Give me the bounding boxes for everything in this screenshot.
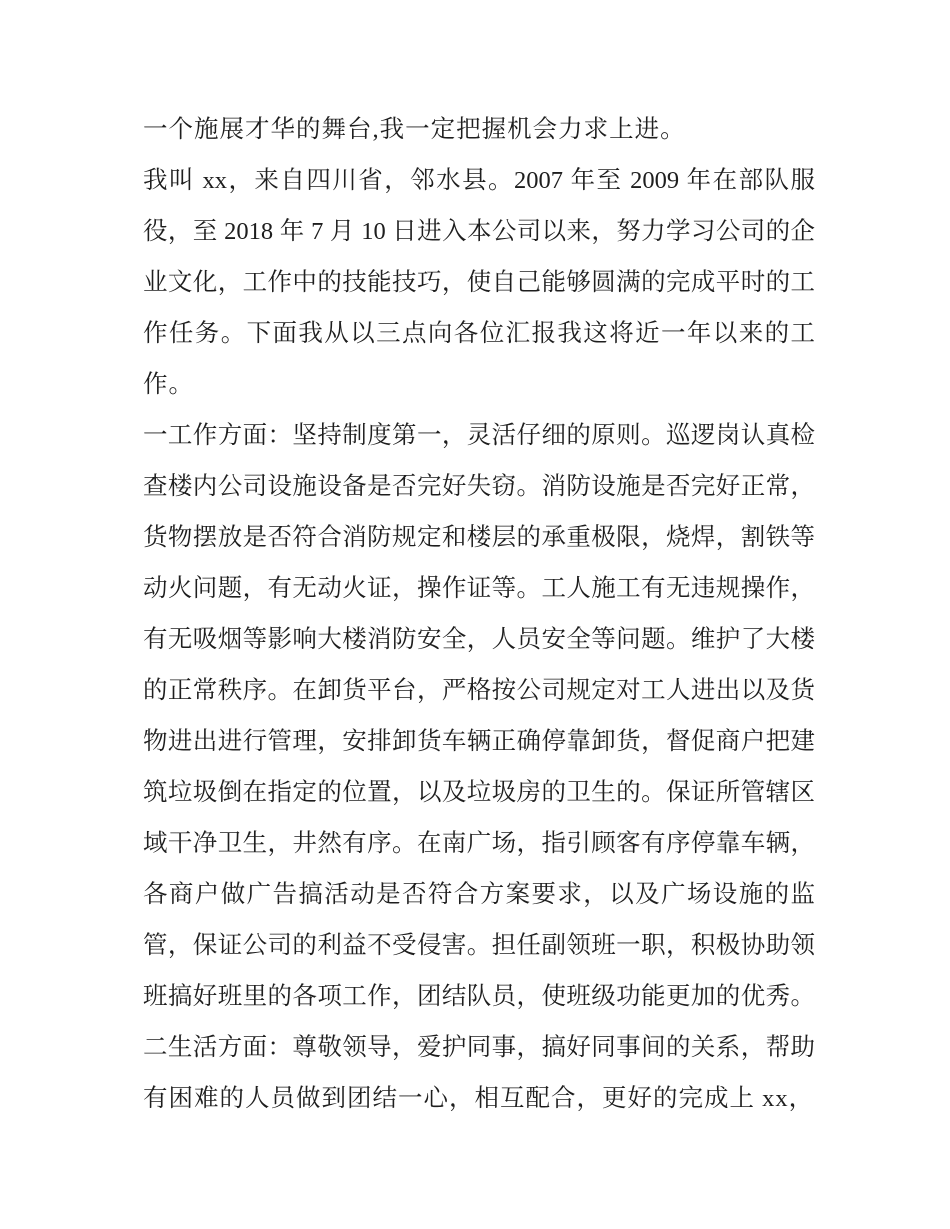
document-body-text (143, 104, 815, 1124)
text-line: 域干净卫生，井然有序。在南广场，指引顾客有序停靠车辆， (143, 830, 815, 857)
text-line: 有无吸烟等影响大楼消防安全，人员安全等问题。维护了大楼 (143, 626, 815, 653)
text-line: 各商户做广告搞活动是否符合方案要求，以及广场设施的监 (143, 881, 815, 908)
text-line: 的正常秩序。在卸货平台，严格按公司规定对工人进出以及货 (143, 677, 815, 704)
text-line: 一个施展才华的舞台,我一定把握机会力求上进。 (143, 116, 686, 143)
text-line: 货物摆放是否符合消防规定和楼层的承重极限，烧焊，割铁等 (143, 524, 815, 551)
text-line: 二生活方面：尊敬领导，爱护同事，搞好同事间的关系，帮助 (143, 1034, 815, 1061)
text-line: 管，保证公司的利益不受侵害。担任副领班一职，积极协助领 (143, 932, 815, 959)
text-line: 筑垃圾倒在指定的位置，以及垃圾房的卫生的。保证所管辖区 (143, 779, 815, 806)
text-line: 有困难的人员做到团结一心，相互配合，更好的完成上 xx， (143, 1085, 815, 1112)
text-line: 班搞好班里的各项工作，团结队员，使班级功能更加的优秀。 (143, 983, 815, 1010)
text-line: 作任务。下面我从以三点向各位汇报我这将近一年以来的工 (143, 320, 815, 347)
text-line: 作。 (143, 371, 194, 398)
text-line: 役，至 2018 年 7 月 10 日进入本公司以来，努力学习公司的企 (143, 218, 815, 245)
text-line: 一工作方面：坚持制度第一，灵活仔细的原则。巡逻岗认真检 (143, 422, 815, 449)
text-line: 物进出进行管理，安排卸货车辆正确停靠卸货，督促商户把建 (143, 728, 815, 755)
text-line: 查楼内公司设施设备是否完好失窃。消防设施是否完好正常， (143, 473, 815, 500)
text-line: 我叫 xx，来自四川省，邻水县。2007 年至 2009 年在部队服 (143, 167, 815, 194)
text-line: 动火问题，有无动火证，操作证等。工人施工有无违规操作， (143, 575, 815, 602)
text-line: 业文化，工作中的技能技巧，使自己能够圆满的完成平时的工 (143, 269, 815, 296)
